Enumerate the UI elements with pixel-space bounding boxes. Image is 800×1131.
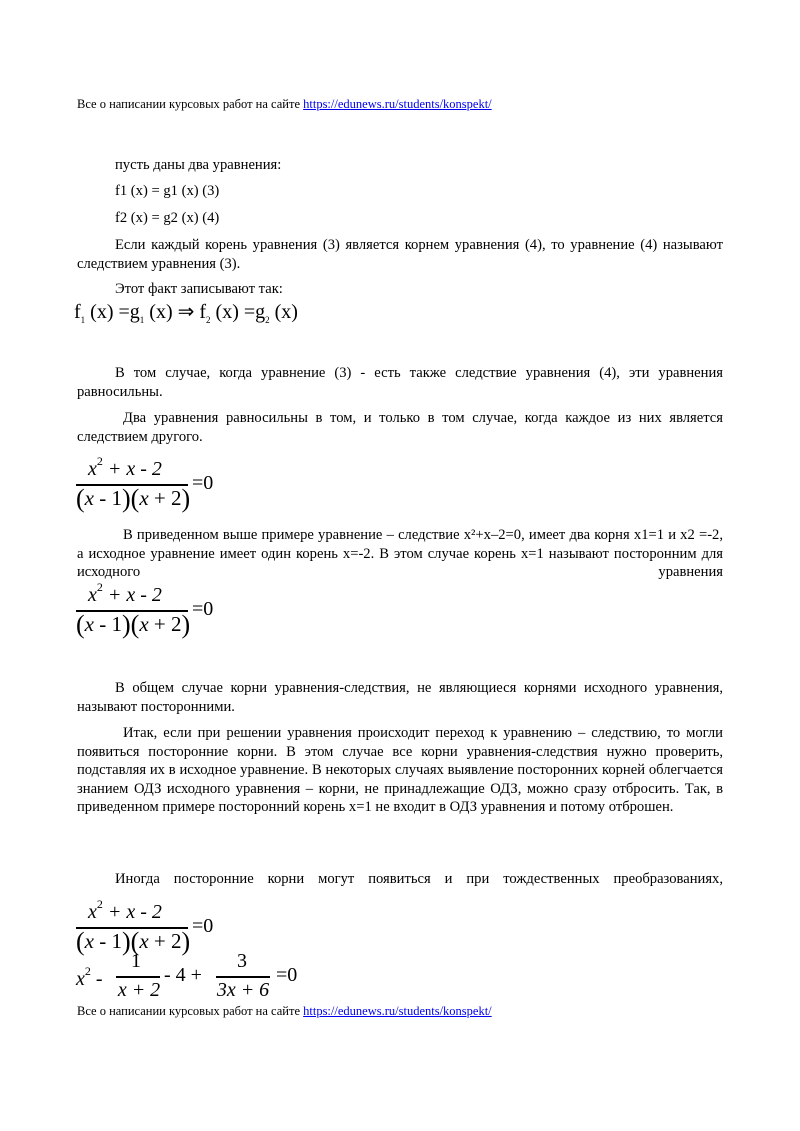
fraction-equation-1 — [76, 454, 326, 524]
header-bottom-link[interactable]: https://edunews.ru/students/konspekt/ — [303, 1004, 492, 1018]
header-bottom — [77, 1004, 492, 1019]
general-paragraph: В общем случае корни уравнения-следствия, не являющиеся корнями исходного уравнения, называют посторонними. — [77, 680, 723, 715]
equation-3: f1 (x) = g1 (x) (3) — [115, 183, 220, 199]
fraction-rhs: =0 — [192, 472, 214, 494]
thus-paragraph: Итак, если при решении уравнения происходит переход к уравнению – следствию, то могли появиться посторонние корни. В этом случае все корни уравнения-следствия нужно проверить, подставляя их в исходное уравнение. В некоторых случаях выявление посторонних корней облегчается знанием ОДЗ исходного уравнения – корни, не принадлежащие ОДЗ, можно сразу отбросить. Так, в приведенном примере посторонний корень x=1 не входит в ОДЗ уравнения и потому отброшен. — [77, 725, 723, 815]
fraction-equation-3: $x^2 + x - 2$ (x - 1)(x + 2) =0 — [76, 897, 214, 956]
consequence-paragraph: Если каждый корень уравнения (3) является корнем уравнения (4), то уравнение (4) называют следствием уравнения (3). — [77, 237, 723, 272]
header-bottom-text: Все о написании курсовых работ на сайте — [77, 1004, 304, 1018]
header-top — [77, 97, 492, 112]
equivalence-paragraph-2: Два уравнения равносильны в том, и только в том случае, когда каждое из них является следствием другого. — [77, 410, 723, 445]
fraction-numerator: $x^2 + x - 2$ — [88, 454, 162, 480]
sometimes-paragraph: Иногда посторонние корни могут появиться и при тождественных преобразованиях, — [115, 871, 723, 887]
header-top-link[interactable]: https://edunews.ru/students/konspekt/ — [303, 97, 492, 111]
intro-paragraph: пусть даны два уравнения: — [115, 157, 282, 173]
fact-paragraph: Этот факт записывают так: — [115, 281, 283, 297]
fraction-equation-2: $x^2 + x - 2$ (x - 1)(x + 2) =0 — [76, 580, 214, 639]
equation-4: f2 (x) = g2 (x) (4) — [115, 210, 220, 226]
header-top-text: Все о написании курсовых работ на сайте — [77, 97, 304, 111]
final-equation: $x^2$ - 1 x + 2 - 4 + 3 3x + 6 =0 — [76, 950, 298, 1001]
implication-formula: $f_1$ $(x) =g_1$ (x) ⇒ $f_2$ $(x) =g_2$ (x) — [74, 301, 298, 325]
example-paragraph-line1: В приведенном выше примере уравнение – следствие x²+x–2=0, имеет два корня x1=1 и x2 =-2, а исходное уравнение имеет один корень x=-2. В этом случае корень x=1 называют посторонним для исходного уравнения — [77, 527, 723, 580]
equivalence-paragraph-1: В том случае, когда уравнение (3) - есть также следствие уравнения (4), эти уравнения равносильны. — [77, 365, 723, 400]
fraction-denominator: (x - 1)(x + 2) — [76, 484, 191, 513]
